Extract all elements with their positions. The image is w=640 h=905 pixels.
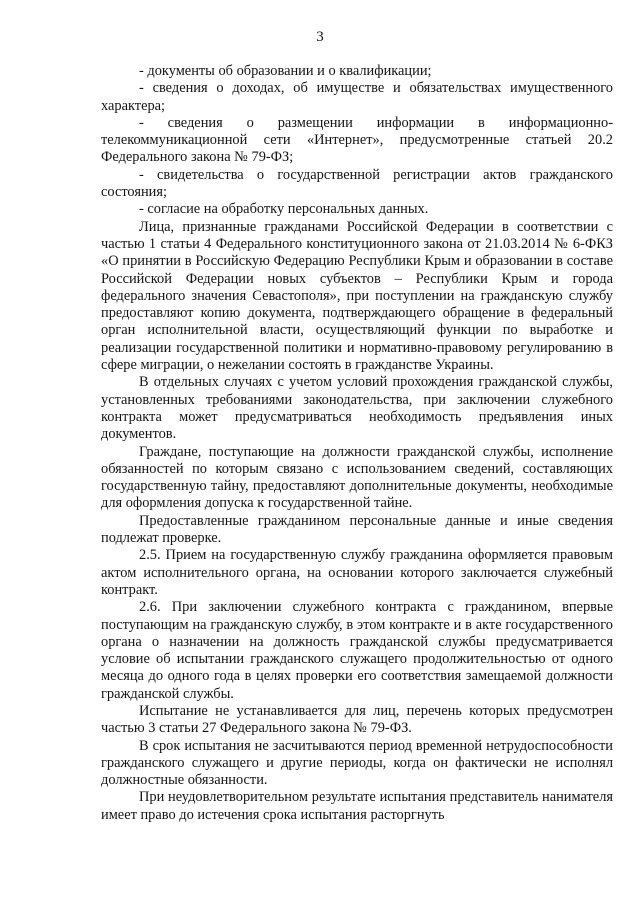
- paragraph-probation-period: В срок испытания не засчитываются период временной нетрудоспособности гражданского служащего и другие периоды, когда он фактически не исполнял должностные обязанности.: [101, 737, 613, 789]
- page-number: 3: [316, 29, 324, 45]
- paragraph-other-documents: В отдельных случаях с учетом условий прохождения гражданской службы, установленных требованиями законодательства, при заключении служебного контракта может предусматриваться необходимость предъявления иных документов.: [101, 374, 613, 443]
- paragraph-crimea-citizens: Лица, признанные гражданами Российской Федерации в соответствии с частью 1 статьи 4 Федерального конституционного закона от 21.03.2014 № 6-ФКЗ «О принятии в Российскую Федерацию Республики Крым и образовании в составе Российской Федерации новых субъектов – Республики Крым и города федерального значения Севастополя», при поступлении на гражданскую службу предоставляют копию документа, подтверждающего обращение в федеральный орган исполнительной власти, осуществляющий функции по выработке и реализации государственной политики и нормативно-правовому регулированию в сфере миграции, о нежелании состоять в гражданстве Украины.: [101, 218, 613, 374]
- section-2-6: 2.6. При заключении служебного контракта с гражданином, впервые поступающим на гражданскую службу, в этом контракте и в акте государственного органа о назначении на должность гражданской службы предусматривается условие об испытании гражданского служащего продолжительностью от одного месяца до одного года в целях проверки его соответствия замещаемой должности гражданской службы.: [101, 599, 613, 702]
- section-2-5: 2.5. Прием на государственную службу гражданина оформляется правовым актом исполнительного органа, на основании которого заключается служебный контракт.: [101, 547, 613, 598]
- list-item-civil-status: - свидетельства о государственной регистрации актов гражданского состояния;: [101, 166, 613, 201]
- document-body: [101, 63, 613, 824]
- paragraph-verification: Предоставленные гражданином персональные данные и иные сведения подлежат проверке.: [101, 512, 613, 547]
- list-item-education-documents: - документы об образовании и о квалификации;: [139, 63, 432, 79]
- list-item-income-info: - сведения о доходах, об имуществе и обязательствах имущественного характера;: [101, 80, 613, 114]
- paragraph-probation-exemption: Испытание не устанавливается для лиц, перечень которых предусмотрен частью 3 статьи 27 Федерального закона № 79-ФЗ.: [101, 702, 613, 737]
- list-item-consent: - согласие на обработку персональных данных.: [139, 201, 429, 218]
- paragraph-probation-result: При неудовлетворительном результате испытания представитель нанимателя имеет право до истечения срока испытания расторгнуть: [101, 789, 613, 823]
- paragraph-state-secret: Граждане, поступающие на должности гражданской службы, исполнение обязанностей по которым связано с использованием сведений, составляющих государственную тайну, предоставляют дополнительные документы, необходимые для оформления допуска к государственной тайне.: [101, 443, 613, 512]
- list-item-internet-info: - сведения о размещении информации в информационно-телекоммуникационной сети «Интернет», предусмотренные статьей 20.2 Федерального закона № 79-ФЗ;: [101, 114, 613, 166]
